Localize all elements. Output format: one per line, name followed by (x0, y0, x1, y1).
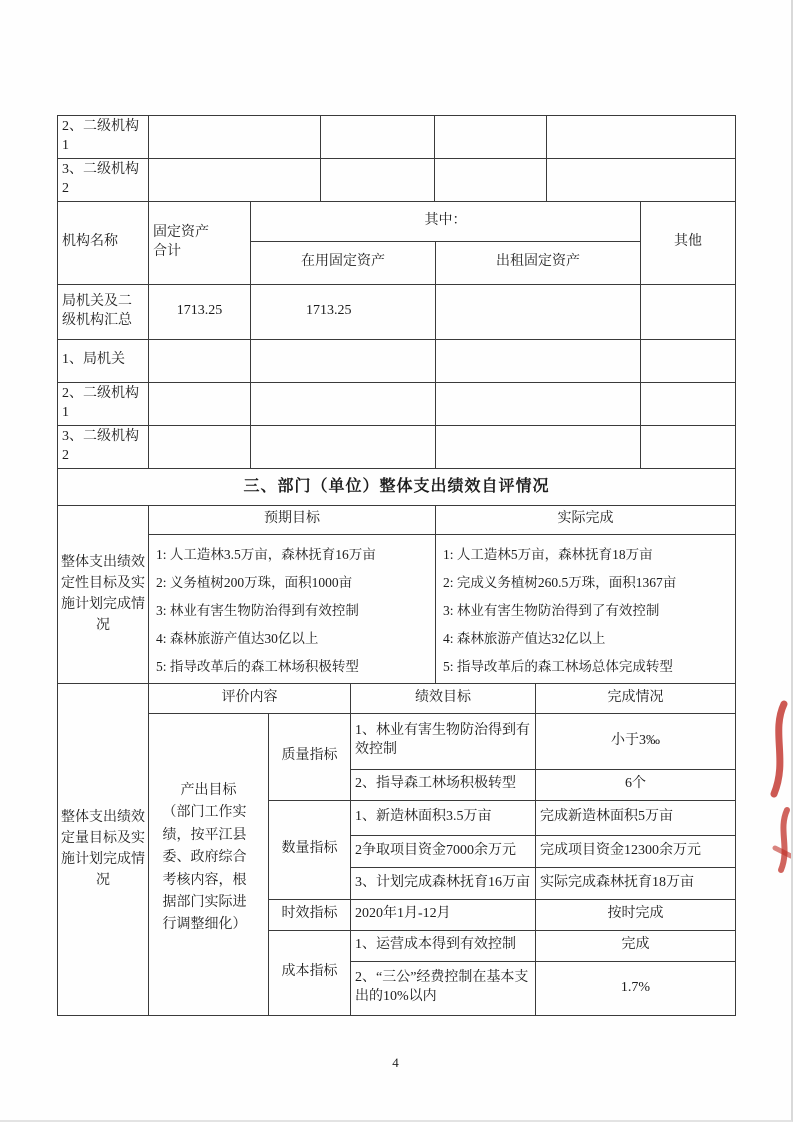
total-value-cell (149, 339, 251, 382)
document-content (57, 115, 736, 1016)
in-use-value-cell (251, 425, 436, 468)
section-title-table (57, 468, 736, 506)
output-goal-cell (149, 713, 269, 1015)
indicator-quantity: 数量指标 (269, 800, 351, 899)
continued-institutions-table (57, 115, 736, 202)
expected-goal-item: 3: 林业有害生物防治得到有效控制 (156, 602, 359, 618)
indicator-cost: 成本指标 (269, 930, 351, 1015)
quantitative-row-header: 整体支出绩效定量目标及实施计划完成情况 (58, 683, 149, 1015)
status-cell: 按时完成 (536, 899, 736, 930)
status-cell: 1.7% (536, 961, 736, 1015)
table-row (58, 382, 736, 425)
empty-cell (149, 116, 321, 159)
table-row (58, 339, 736, 382)
status-cell: 实际完成森林抚育18万亩 (536, 867, 736, 899)
org-name-cell: 2、二级机构 1 (58, 382, 149, 425)
actual-completion-item: 1: 人工造林5万亩，森林抚育18万亩 (443, 546, 653, 562)
status-cell: 完成项目资金12300余万元 (536, 835, 736, 867)
in-use-value-cell (251, 339, 436, 382)
expected-goals-cell (149, 534, 436, 683)
status-cell: 小于3‰ (536, 713, 736, 769)
rented-value-cell (436, 382, 641, 425)
header-org-name: 机构名称 (58, 201, 149, 284)
actual-completion-item: 3: 林业有害生物防治得到了有效控制 (443, 602, 660, 618)
empty-cell (547, 116, 736, 159)
table-row (58, 713, 736, 769)
output-goal-title: 产出目标 (180, 782, 237, 798)
indicator-quality: 质量指标 (269, 713, 351, 800)
row-label: 3、二级机构 2 (58, 159, 149, 202)
actual-completion-item: 2: 完成义务植树260.5万珠，面积1367亩 (443, 574, 677, 590)
other-value-cell (641, 339, 736, 382)
rented-value-cell (436, 284, 641, 339)
status-cell: 6个 (536, 769, 736, 800)
header-other: 其他 (641, 201, 736, 284)
header-fixed-assets-total-text: 固定资产合计 (153, 224, 209, 259)
header-evaluation-content: 评价内容 (149, 683, 351, 713)
expected-goal-item: 1: 人工造林3.5万亩，森林抚育16万亩 (156, 546, 376, 562)
quantitative-goals-table (57, 683, 736, 1016)
other-value-cell (641, 425, 736, 468)
org-name-cell: 3、二级机构 2 (58, 425, 149, 468)
qualitative-row-header: 整体支出绩效定性目标及实施计划完成情况 (58, 505, 149, 683)
status-cell: 完成新造林面积5万亩 (536, 800, 736, 835)
red-stamp-mark (761, 698, 791, 893)
fixed-assets-table (57, 201, 736, 469)
page-number: 4 (392, 1055, 399, 1070)
section-title: 三、部门（单位）整体支出绩效自评情况 (58, 468, 736, 505)
target-cell: 1、林业有害生物防治得到有效控制 (351, 713, 536, 769)
empty-cell (321, 116, 435, 159)
table-row (58, 425, 736, 468)
header-fixed-assets-total (149, 201, 251, 284)
in-use-value-cell (251, 382, 436, 425)
actual-completion-cell (436, 534, 736, 683)
empty-cell (547, 159, 736, 202)
empty-cell (435, 116, 547, 159)
header-actual-completion: 实际完成 (436, 505, 736, 534)
target-cell: 2、“三公”经费控制在基本支出的10%以内 (351, 961, 536, 1015)
output-goal-note: （部门工作实绩，按平江县委、政府综合考核内容，根据部门实际进行调整细化） (162, 805, 247, 933)
actual-completion-item: 4: 森林旅游产值达32亿以上 (443, 630, 606, 646)
target-cell: 1、新造林面积3.5万亩 (351, 800, 536, 835)
target-cell: 2020年1月-12月 (351, 899, 536, 930)
in-use-value-cell: 1713.25 (251, 284, 436, 339)
expected-goal-item: 5: 指导改革后的森工林场积极转型 (156, 658, 359, 674)
header-expected-goals: 预期目标 (149, 505, 436, 534)
qualitative-goals-table (57, 505, 736, 684)
expected-goal-item: 2: 义务植树200万珠，面积1000亩 (156, 574, 353, 590)
expected-goal-item: 4: 森林旅游产值达30亿以上 (156, 630, 319, 646)
org-name-cell: 1、局机关 (58, 339, 149, 382)
target-cell: 2争取项目资金7000余万元 (351, 835, 536, 867)
target-cell: 3、计划完成森林抚育16万亩 (351, 867, 536, 899)
target-cell: 1、运营成本得到有效控制 (351, 930, 536, 961)
empty-cell (435, 159, 547, 202)
header-in-use-assets: 在用固定资产 (251, 241, 436, 284)
header-completion-status: 完成情况 (536, 683, 736, 713)
rented-value-cell (436, 339, 641, 382)
actual-completion-item: 5: 指导改革后的森工林场总体完成转型 (443, 658, 673, 674)
other-value-cell (641, 382, 736, 425)
header-among: 其中： (251, 201, 641, 241)
empty-cell (321, 159, 435, 202)
target-cell: 2、指导森工林场积极转型 (351, 769, 536, 800)
other-value-cell (641, 284, 736, 339)
header-performance-target: 绩效目标 (351, 683, 536, 713)
total-value-cell (149, 382, 251, 425)
empty-cell (149, 159, 321, 202)
org-name-cell: 局机关及二级机构汇总 (58, 284, 149, 339)
rented-value-cell (436, 425, 641, 468)
indicator-timeliness: 时效指标 (269, 899, 351, 930)
table-row (58, 284, 736, 339)
row-label: 2、二级机构 1 (58, 116, 149, 159)
status-cell: 完成 (536, 930, 736, 961)
total-value-cell: 1713.25 (149, 284, 251, 339)
header-rented-assets: 出租固定资产 (436, 241, 641, 284)
total-value-cell (149, 425, 251, 468)
